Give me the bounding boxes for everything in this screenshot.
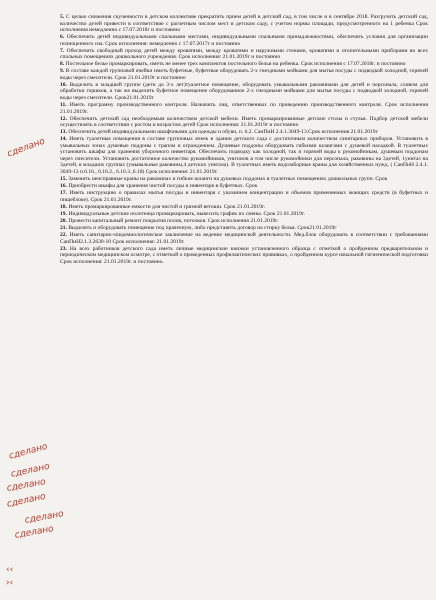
handwritten-note: сделано	[24, 509, 65, 526]
list-item	[60, 218, 428, 225]
item-text: Иметь инструкцию о правилах мытья посуды и инвентаря с указанием концентрации и объемов применяемых моющих средств (в буфетных и пищеблоке). Срок 21.01.2019г.	[60, 190, 428, 203]
item-number: 5.	[60, 14, 65, 20]
tick-mark-icon: ‹‹	[6, 565, 14, 575]
item-text: В составе каждой групповой ячейки иметь буфетные, буфетные оборудовать 2-х гнездными мойками для мытья посуды с подводкой холодной, горячей воды через смесители. Срок 21.01.2019г и постоянно	[60, 68, 428, 81]
handwritten-note: сделано	[6, 491, 47, 510]
item-text: Индивидуальные детские полотенца промаркировать, вывесить график их смены. Срок 21.01.2019г.	[68, 210, 305, 217]
list-item	[60, 34, 428, 47]
list-item	[60, 116, 428, 129]
item-text: Выделить и оборудовать помещение под прачечную, либо представить договор на стирку белья. Срок21.01.2019г	[68, 225, 337, 231]
list-item	[60, 176, 428, 183]
item-number: 20.	[60, 217, 67, 224]
list-item	[60, 183, 428, 190]
item-number: 17.	[60, 190, 67, 197]
list-item	[60, 190, 428, 203]
item-number: 16.	[60, 183, 67, 190]
item-text: Выделить в младшей группе (дети до 3-х лет)туалетное помещение, оборудовать умывальными раковинами для детей и персонала, сливом для обработки горшков, а так же выделить буфетное помещение оборудованное 2-х гнездными мойками для мытья посуды с подводкой холодной, горячей воды через смесители. Срок21.01.2019г	[60, 81, 428, 101]
item-text: Обеспечить свободный проход детей между кроватями, между кроватями и наружными стенами, кроватями и отопительными приборами во всех спальных помещениях дошкольного учреждения. Срок исполнения: 21.01.2019г и постоянно	[60, 47, 428, 61]
list-item	[60, 204, 428, 211]
handwritten-note: сделано	[6, 136, 47, 160]
item-text: Обеспечить детский сад необходимым количеством детской мебели. Иметь промаркированные детские столы и стулья. Подбор детской мебели осуществлять в соответствии с ростом и возрастом детей Срок исполнения: 21.01.2019г и постоянно	[60, 115, 428, 129]
list-item	[60, 129, 428, 136]
list-item	[60, 48, 428, 61]
list-item	[60, 82, 428, 102]
item-text: Иметь программу производственного контроля. Назначить лиц, ответственных по проведению производственного контроля. Срок исполнения 21.01.2019г.	[60, 102, 428, 115]
handwritten-note: сделано	[6, 477, 47, 494]
item-text: Заменить неисправные краны на раковинах и гибкие шланги на душевых поддонах в туалетных помещениях дошкольных групп. Срок	[68, 175, 388, 182]
list-item	[60, 61, 428, 68]
list-item	[60, 68, 428, 81]
list-item	[60, 225, 428, 232]
handwritten-note: сделано	[10, 461, 51, 480]
item-number: 10.	[60, 81, 67, 88]
item-number: 21.	[60, 225, 67, 231]
item-number: 13.	[60, 129, 67, 136]
item-number: 9.	[60, 68, 65, 75]
item-text: Иметь туалетные помещения в составе групповых ячеек в здании детского сада с достаточным количеством санитарных приборов. Установить в умывальных зонах душевые поддоны с трапом и ограждением. Душевые поддоны оборудовать гибкими шлангами с душевой насадкой. В туалетных установить шкафы для хранения уборочного инвентаря. Обеспечить подводку как холодной, так и горячей воды к рукомойникам, душевым поддонам через смесители. Установить достаточное количество рукомойников, унитазов в том числе рукомойники для персонала, раковины на 3детей, 1унитаз на 3детей, в младших группах (умывальные раковины,4 детских унитаза). В туалетных иметь водозаборные краны для хозяйственных нужд. ( СанПиН 2.4.1. 3049-13 п.6.16., 6.16.2., 6.16.3.,6.18) Срок исполнения: 21.01.2019г.	[60, 136, 428, 175]
item-number: 22.	[60, 232, 67, 239]
list-item	[60, 136, 428, 175]
list-item	[60, 232, 428, 245]
list-item	[60, 211, 428, 218]
item-number: 12.	[60, 115, 67, 122]
item-number: 14.	[60, 136, 67, 143]
item-number: 19.	[60, 210, 67, 217]
item-number: 6.	[60, 34, 65, 41]
item-text: Иметь промаркированные емкости для чистой и грязной ветоши. Срок 21.01.2019г.	[68, 203, 266, 210]
tick-mark-icon: ›‹	[6, 578, 14, 588]
list-item	[60, 14, 428, 34]
item-number: 23.	[60, 245, 67, 252]
item-text: Иметь санитарно-эпидемиологическое заключение на ведение медицинской деятельности. Мед.блок оборудовать в соответствии с требованиями СанПиН2.1.3.2630-10 Срок исполнения: 21.01.2019г.	[60, 232, 428, 245]
item-text: Обеспечить детей индивидуальными шкафчиками для одежды и обуви, п. 6.2. СанПиН 2.4.1.3049-13.Срок исполнения 21.01.2019г	[68, 129, 378, 136]
item-text: На всех работников детского сада иметь личные медицинские книжки установленного образца с отметкой о пройденном предварительном и периодическом медицинском осмотре, с отметкой о проведенных профилактических прививках, о пройденном курсе начальной гигиенической подготовки Срок исполнения: 21.01.2019г. и постоянно.	[60, 245, 428, 265]
handwritten-note: сделано	[14, 524, 55, 541]
item-number: 11.	[60, 102, 67, 109]
item-number: 15.	[60, 175, 67, 182]
item-number: 7.	[60, 47, 65, 54]
item-text: С целью снижения скученности в детском коллективе прекратить прием детей в детский сад, в том числе и в сентябре 2018. Разгрузить детский сад, количество детей привести в соответствие с расчетным числом мест в детском саду, с учетом нормы площади, предусмотренного на 1 ребенка Срок исполнения немедленно с 17.07.2018г и постоянно	[60, 14, 428, 33]
list-item	[60, 102, 428, 115]
item-text: Обеспечить детей индивидуальными спальными местами, индивидуальными спальными принадлежностями, обеспечить условия для организации полноценного сна. Срок исполнения: немедленно с 17.07.2017г и постоянно	[60, 34, 428, 47]
document-body	[60, 14, 428, 266]
item-text: Провести капитальный ремонт покрытия полов, потолков. Срок исполнения 21.01.2019г.	[68, 217, 279, 224]
handwritten-note: сделано	[8, 441, 49, 462]
list-item	[60, 246, 428, 266]
item-number: 8.	[60, 61, 65, 68]
item-text: Приобрести шкафы для хранения чистой посуды и инвентаря в буфетных. Срок	[68, 183, 258, 190]
item-text: Постельное белье промаркировать, иметь не менее трех комплектов постельного белья на ребенка. Срок исполнения с 17.07.2018г. и постоянно	[65, 61, 406, 68]
item-number: 18.	[60, 203, 67, 210]
